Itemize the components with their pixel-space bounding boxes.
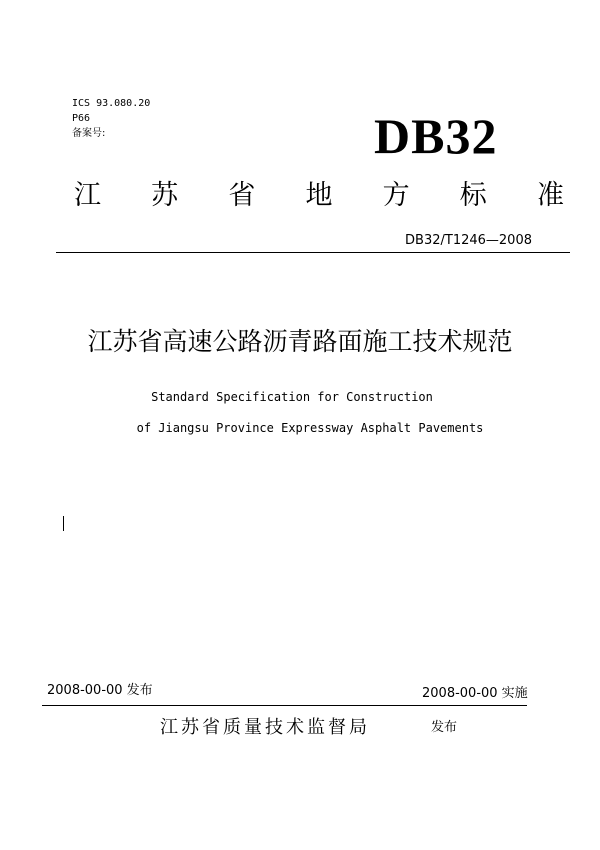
bottom-divider — [42, 705, 527, 706]
standard-type-char: 方 — [382, 180, 410, 211]
standard-type-char: 地 — [305, 180, 333, 211]
english-title-line-2: of Jiangsu Province Expressway Asphalt Pavements — [136, 421, 484, 435]
db-code-logo: DB32 — [374, 108, 498, 164]
top-divider — [56, 252, 570, 253]
publisher-name: 江苏省质量技术监督局 — [160, 717, 370, 738]
standard-type-char: 江 — [74, 180, 101, 211]
text-cursor — [63, 516, 64, 531]
standard-type-title — [74, 180, 564, 212]
standard-type-char: 省 — [228, 180, 256, 211]
standard-type-char: 苏 — [151, 180, 179, 211]
publish-label: 发布 — [431, 720, 458, 735]
english-title-line-1: Standard Specification for Construction — [151, 390, 433, 404]
chinese-title: 江苏省高速公路沥青路面施工技术规范 — [87, 327, 513, 356]
ccs-code: P66 — [72, 113, 91, 124]
standard-number: DB32/T1246—2008 — [405, 233, 532, 248]
standard-type-char: 标 — [459, 180, 487, 211]
filing-number-label: 备案号: — [72, 128, 106, 139]
standard-type-char: 准 — [536, 180, 564, 211]
implementation-date: 2008-00-00 实施 — [422, 686, 528, 701]
issue-date: 2008-00-00 发布 — [47, 683, 153, 698]
ics-code: ICS 93.080.20 — [72, 98, 151, 109]
